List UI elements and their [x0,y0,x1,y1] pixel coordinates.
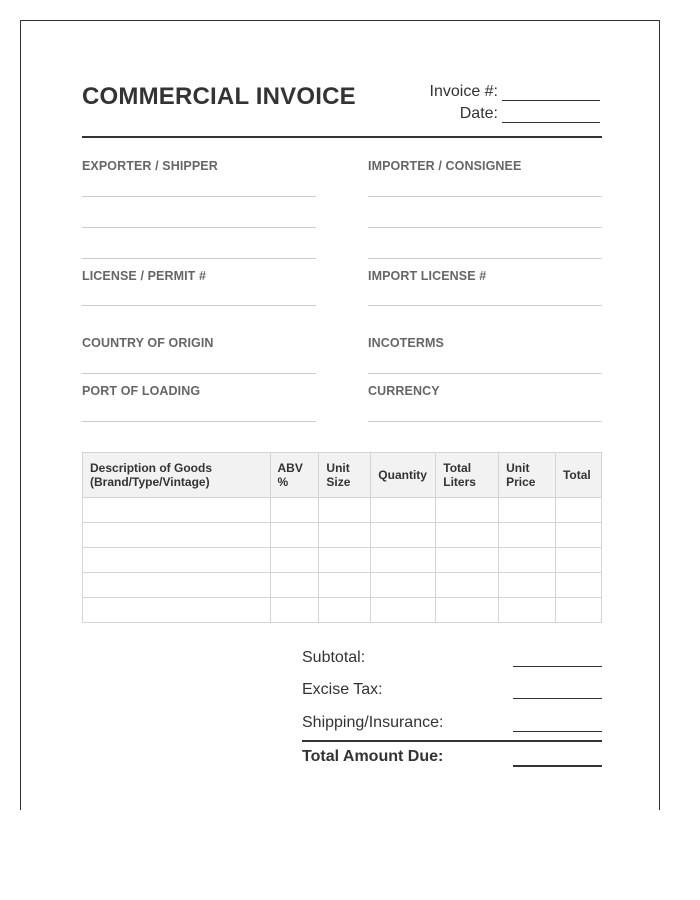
table-cell[interactable] [270,523,319,548]
invoice-number-label: Invoice #: [429,83,498,100]
col-header-unit-price-line2: Price [506,475,536,489]
table-cell[interactable] [499,523,556,548]
col-header-total-liters-line1: Total [443,461,472,475]
date-field [460,105,600,123]
col-header-description [83,453,271,498]
table-cell[interactable] [270,548,319,573]
col-header-unit-price [499,453,556,498]
table-row [83,548,602,573]
shipping-insurance-label: Shipping/Insurance: [302,714,444,731]
exporter-line-1[interactable] [82,196,316,197]
table-row [83,598,602,623]
excise-tax-label: Excise Tax: [302,681,383,698]
table-cell[interactable] [499,573,556,598]
table-cell[interactable] [371,573,436,598]
col-header-total-line1: Total [562,468,591,482]
country-of-origin-label: COUNTRY OF ORIGIN [82,336,214,350]
table-cell[interactable] [83,548,271,573]
table-cell[interactable] [319,498,371,523]
import-license-line[interactable] [368,305,602,306]
table-cell[interactable] [319,598,371,623]
table-cell[interactable] [436,523,499,548]
table-cell[interactable] [319,523,371,548]
currency-line[interactable] [368,421,602,422]
table-cell[interactable] [270,573,319,598]
table-row [83,498,602,523]
col-header-total-liters [436,453,499,498]
col-header-unit-price-line1: Unit [506,461,530,475]
incoterms-line[interactable] [368,373,602,374]
col-header-abv [270,453,319,498]
table-cell[interactable] [83,573,271,598]
currency-label: CURRENCY [368,384,440,398]
table-cell[interactable] [499,498,556,523]
table-cell[interactable] [319,573,371,598]
table-row [83,573,602,598]
country-of-origin-line[interactable] [82,373,316,374]
importer-line-2[interactable] [368,227,602,228]
table-cell[interactable] [319,548,371,573]
table-cell[interactable] [499,598,556,623]
total-amount-due-label: Total Amount Due: [302,748,444,765]
table-cell[interactable] [270,598,319,623]
exporter-line-3[interactable] [82,258,316,259]
license-permit-label: LICENSE / PERMIT # [82,269,207,283]
table-cell[interactable] [555,573,601,598]
table-header-row [83,453,602,498]
table-cell[interactable] [555,523,601,548]
import-license-label: IMPORT LICENSE # [368,269,487,283]
table-cell[interactable] [371,598,436,623]
table-cell[interactable] [270,498,319,523]
col-header-description-line1: Description of Goods [90,461,213,475]
table-cell[interactable] [555,598,601,623]
table-cell[interactable] [436,498,499,523]
importer-label: IMPORTER / CONSIGNEE [368,159,522,173]
table-row [83,523,602,548]
exporter-label: EXPORTER / SHIPPER [82,159,218,173]
table-cell[interactable] [371,498,436,523]
invoice-title: COMMERCIAL INVOICE [82,83,356,110]
table-cell[interactable] [436,548,499,573]
table-cell[interactable] [555,498,601,523]
license-permit-line[interactable] [82,305,316,306]
table-cell[interactable] [555,548,601,573]
importer-line-1[interactable] [368,196,602,197]
exporter-line-2[interactable] [82,227,316,228]
col-header-total-liters-line2: Liters [443,475,476,489]
total-divider [302,740,602,742]
invoice-number-line[interactable] [502,85,600,101]
col-header-total [555,453,601,498]
invoice-number-field [430,83,600,101]
col-header-abv-line1: ABV [277,461,303,475]
col-header-unit-size-line2: Size [326,475,351,489]
table-cell[interactable] [371,548,436,573]
excise-tax-line[interactable] [513,698,602,699]
col-header-quantity-line1: Quantity [378,468,427,482]
importer-line-3[interactable] [368,258,602,259]
col-header-unit-size [319,453,371,498]
invoice-page [20,20,660,810]
col-header-abv-line2: % [277,475,289,489]
title-divider [82,136,602,138]
table-cell[interactable] [436,598,499,623]
port-of-loading-line[interactable] [82,421,316,422]
incoterms-label: INCOTERMS [368,336,444,350]
table-cell[interactable] [499,548,556,573]
table-cell[interactable] [371,523,436,548]
table-cell[interactable] [436,573,499,598]
table-cell[interactable] [83,498,271,523]
goods-table [82,452,602,623]
col-header-description-line2: (Brand/Type/Vintage) [90,475,210,489]
subtotal-line[interactable] [513,666,602,667]
col-header-unit-size-line1: Unit [326,461,350,475]
table-cell[interactable] [83,598,271,623]
table-cell[interactable] [83,523,271,548]
total-amount-due-line[interactable] [513,765,602,767]
col-header-quantity [371,453,436,498]
date-label: Date: [459,105,498,122]
port-of-loading-label: PORT OF LOADING [82,384,201,398]
shipping-insurance-line[interactable] [513,731,602,732]
date-line[interactable] [502,107,600,123]
subtotal-label: Subtotal: [302,649,366,666]
